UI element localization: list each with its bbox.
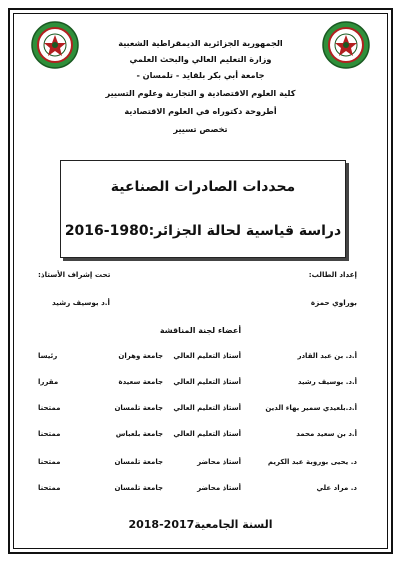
member-role: رئيسا (38, 352, 58, 360)
thesis-title: محددات الصادرات الصناعية (110, 179, 296, 195)
member-role: ممتحنا (38, 430, 61, 438)
committee-title: أعضاء لجنة المناقشة (159, 326, 242, 335)
header-faculty: كلية العلوم الاقتصادية و التجارية وعلوم التسيير (105, 88, 296, 98)
member-university: جامعة سعيدة (118, 378, 163, 386)
member-role: ممتحنا (38, 458, 61, 466)
member-rank: أستاذ التعليم العالي (173, 404, 241, 412)
university-emblem-left (30, 20, 80, 70)
academic-year: السنة الجامعية2017-2018 (128, 518, 273, 531)
member-name: د. يحيى بوروبة عبد الكريم (267, 458, 357, 466)
committee-row (0, 404, 401, 416)
supervisor-name: أ.د بوسيف رشيد (52, 298, 110, 307)
student-label: إعداد الطالب: (308, 270, 357, 279)
committee-row (0, 458, 401, 470)
member-role: مقررا (38, 378, 59, 386)
header-thesis-type: أطروحة دكتوراه في العلوم الاقتصادية (124, 106, 277, 116)
supervisor-label: تحت إشراف الأستاذ: (38, 270, 111, 279)
header-specialty: تخصص تسيير (173, 124, 228, 134)
member-name: أ.د بن سعيد محمد (296, 430, 357, 438)
committee-row (0, 378, 401, 390)
title-box (60, 160, 346, 258)
member-rank: أستاذ محاضر (197, 458, 241, 466)
thesis-subtitle: دراسة قياسية لحالة الجزائر:1980-2016 (64, 223, 342, 239)
university-emblem-right (321, 20, 371, 70)
committee-row (0, 430, 401, 442)
header-university: جامعة أبي بكر بلقايد - تلمسان - (136, 70, 265, 80)
header-republic: الجمهورية الجزائرية الديمقراطية الشعبية (118, 38, 283, 48)
member-role: ممتحنا (38, 404, 61, 412)
student-name: بوراوي حمزة (310, 298, 357, 307)
member-university: جامعة تلمسان (114, 404, 163, 412)
member-university: جامعة وهران (118, 352, 163, 360)
member-role: ممتحنا (38, 484, 61, 492)
member-rank: أستاذ التعليم العالي (173, 378, 241, 386)
member-name: د. مراد علي (316, 484, 357, 492)
header-ministry: وزارة التعليم العالي والبحث العلمي (129, 54, 272, 64)
member-rank: أستاذ التعليم العالي (173, 352, 241, 360)
member-name: أ.د. بوسيف رشيد (297, 378, 357, 386)
member-name: أ.د. بن عبد القادر (297, 352, 357, 360)
committee-row (0, 484, 401, 496)
committee-row (0, 352, 401, 364)
member-rank: أستاذ التعليم العالي (173, 430, 241, 438)
member-name: أ.د.بلعيدي سمير بهاء الدين (265, 404, 357, 412)
member-university: جامعة تلمسان (114, 484, 163, 492)
member-university: جامعة بلعباس (115, 430, 163, 438)
member-university: جامعة تلمسان (114, 458, 163, 466)
member-rank: أستاذ محاضر (197, 484, 241, 492)
